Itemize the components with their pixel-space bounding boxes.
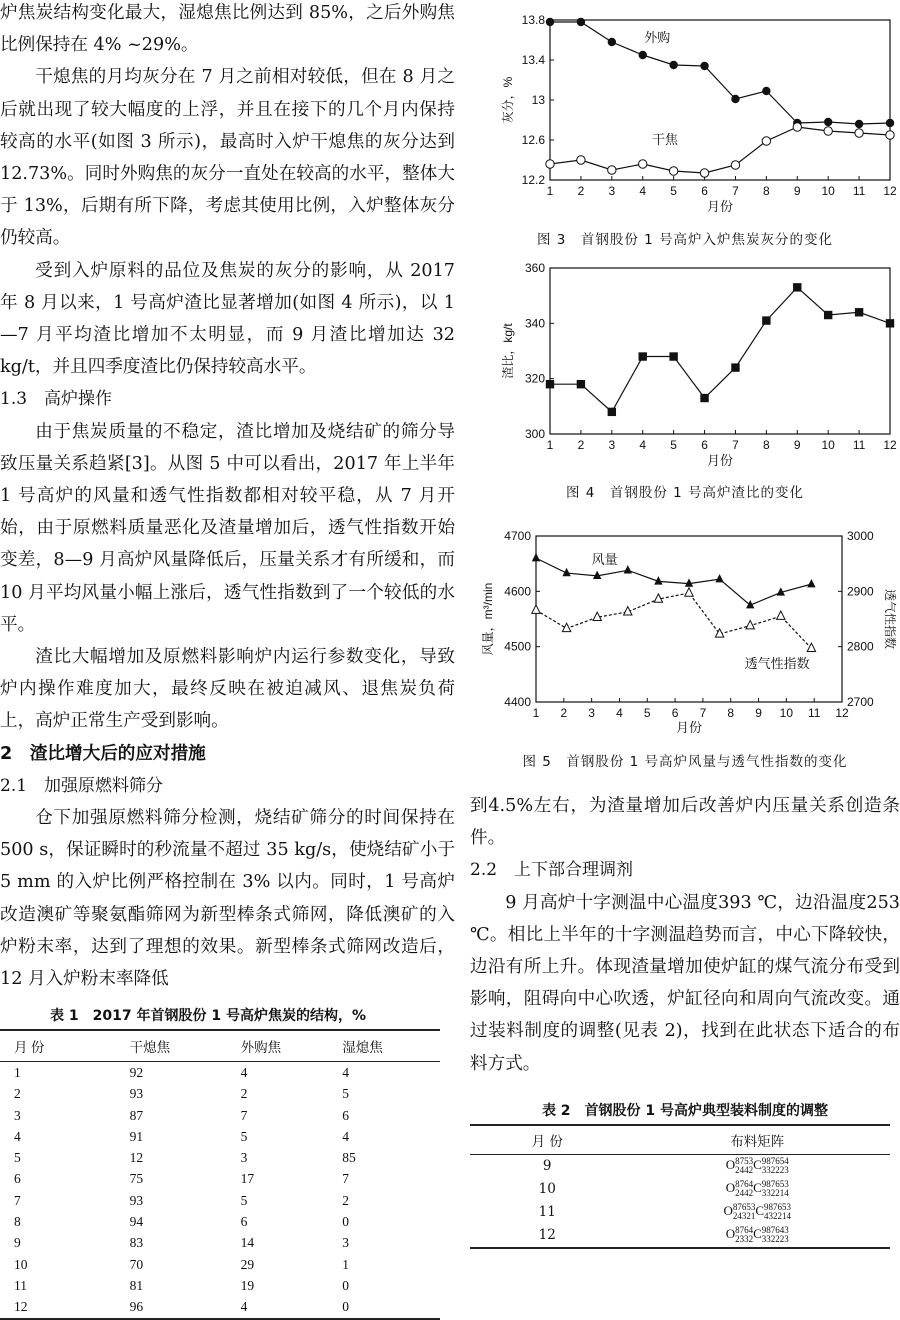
table-row xyxy=(0,1211,440,1232)
x-axis-label: 月份 xyxy=(706,199,734,214)
data-point xyxy=(762,316,770,324)
heading-2-1: 2.1 加强原燃料筛分 xyxy=(0,775,164,796)
y-tick-label: 4600 xyxy=(504,584,531,599)
table-cell: 11 xyxy=(14,1277,27,1293)
x-tick-label: 1 xyxy=(546,438,554,452)
table-cell: 2 xyxy=(14,1086,21,1102)
y-tick-label: 340 xyxy=(524,316,545,331)
paragraph-ash: 干熄焦的月均灰分在 7 月之前相对较低，但在 8 月之后就出现了较大幅度的上浮，并且在接下的几个月内保持较高的水平(如图 3 所示)，最高时入炉干熄焦的灰分达到12.73%。同时外购焦的灰分一直处在较高的水平，整体大于 13%，后期有所下降，考虑其使用比例，入炉整体灰分仍较高。 xyxy=(0,67,455,249)
table1-caption: 表 1 2017 年首钢股份 1 号高炉焦炭的结构，% xyxy=(50,1008,366,1025)
series-line xyxy=(550,22,890,124)
table-cell: 6 xyxy=(240,1214,248,1230)
y-axis-label: 渣比，kg/t xyxy=(501,323,515,379)
table2 xyxy=(470,1124,890,1249)
table-cell: 4 xyxy=(237,1297,339,1319)
data-point xyxy=(669,352,677,360)
y2-tick-label: 2800 xyxy=(847,639,874,654)
table-cell: 81 xyxy=(129,1277,144,1293)
data-point xyxy=(608,166,616,174)
paragraph-continuation: 炉焦炭结构变化最大，湿熄焦比例达到 85%，之后外购焦比例保持在 4% ~29%。 xyxy=(0,3,455,56)
series-line xyxy=(536,593,811,648)
data-point xyxy=(746,620,754,628)
y-tick-label: 13.4 xyxy=(521,53,545,67)
x-axis-label: 月份 xyxy=(675,720,703,735)
data-point xyxy=(855,308,863,316)
o-sup: 8764 xyxy=(735,1225,754,1236)
series-label-blast: 风量 xyxy=(591,552,618,567)
table-cell: 12 xyxy=(0,1297,126,1319)
table-cell: 93 xyxy=(129,1192,144,1208)
table-row xyxy=(0,1062,440,1084)
series-permeability xyxy=(532,588,816,652)
c-sub: 432214 xyxy=(764,1211,791,1222)
table-cell: 4 xyxy=(240,1064,248,1080)
table-cell: 5 xyxy=(240,1128,248,1144)
table2-month: 9 xyxy=(542,1158,552,1175)
table1-header-purchased: 外购焦 xyxy=(237,1030,339,1062)
table-row xyxy=(0,1275,440,1296)
x-tick-label: 8 xyxy=(727,706,735,720)
y-axis-label: 灰分，% xyxy=(501,76,515,124)
x-tick-label: 11 xyxy=(852,438,866,452)
data-point xyxy=(685,588,693,596)
x-tick-label: 3 xyxy=(608,184,616,198)
table-cell: 2 xyxy=(342,1192,350,1208)
table-cell: 0 xyxy=(342,1214,350,1230)
c-sub: 332214 xyxy=(761,1188,789,1199)
table-cell: 96 xyxy=(126,1297,237,1319)
y2-tick-label: 3000 xyxy=(847,529,874,543)
table-cell: 12 xyxy=(129,1150,144,1166)
o-sup: 8753 xyxy=(735,1156,754,1167)
y-tick-label: 300 xyxy=(524,427,545,441)
x-tick-label: 4 xyxy=(639,438,647,452)
table-cell: 3 xyxy=(342,1235,350,1251)
plot-frame xyxy=(550,268,890,434)
o-sub: 2332 xyxy=(735,1234,754,1245)
plot-frame xyxy=(550,20,890,180)
x-tick-label: 12 xyxy=(883,184,897,198)
paragraph-slag: 受到入炉原料的品位及焦炭的灰分的影响，从 2017 年 8 月以来，1 号高炉渣比显著增加(如图 4 所示)，以 1—7 月平均渣比增加不太明显，而 9 月渣比增加达 32 kg/t，并且四季度渣比仍保持较高水平。 xyxy=(0,260,455,378)
x-tick-label: 1 xyxy=(532,706,540,720)
x-tick-label: 5 xyxy=(643,706,651,720)
data-point xyxy=(639,160,647,168)
table2-caption: 表 2 首钢股份 1 号高炉典型装料制度的调整 xyxy=(541,1102,829,1119)
table-cell: 83 xyxy=(129,1235,144,1251)
table-cell: 4 xyxy=(342,1128,350,1144)
figure4-caption: 图 4 首钢股份 1 号高炉渣比的变化 xyxy=(565,485,805,501)
table1-header-wet: 湿熄焦 xyxy=(338,1030,440,1062)
data-point xyxy=(577,380,585,388)
data-point xyxy=(669,61,677,69)
table2-header-month: 月 份 xyxy=(470,1125,624,1155)
x-tick-label: 9 xyxy=(793,184,801,198)
y-axis-label: 风量，m³/min xyxy=(481,582,495,656)
table-cell: 10 xyxy=(14,1256,28,1272)
table-cell: 4 xyxy=(342,1064,350,1080)
table-cell: 6 xyxy=(342,1107,350,1123)
x-tick-label: 10 xyxy=(821,438,835,452)
heading-2: 2 渣比增大后的应对措施 xyxy=(0,743,206,764)
x-tick-label: 3 xyxy=(588,706,595,720)
x-tick-label: 10 xyxy=(821,184,835,198)
table2-matrix: O 8764 2442 C 987653 332214 xyxy=(725,1179,789,1199)
table2-header-matrix: 布料矩阵 xyxy=(624,1125,890,1155)
data-point xyxy=(793,283,801,291)
paragraph-continuation-right: 到4.5%左右，为渣量增加后改善炉内压量关系创造条件。 xyxy=(470,796,900,849)
x-tick-label: 11 xyxy=(852,184,866,198)
table-cell: 91 xyxy=(129,1128,144,1144)
table-cell: 19 xyxy=(240,1277,255,1293)
table2-month: 10 xyxy=(538,1181,556,1198)
table2-matrix: O 87653 24321 C 987653 432214 xyxy=(723,1202,791,1222)
x-tick-label: 2 xyxy=(577,184,585,198)
paragraph-screening: 仓下加强原燃料筛分检测，烧结矿筛分的时间保持在 500 s，保证瞬时的秒流量不超过 35 kg/s，使烧结矿小于 5 mm 的入炉比例严格控制在 3% 以内。同时，1 号高炉改造澳矿等聚氨酯筛网为新型棒条式筛网，降低澳矿的入炉粉末率，达到了理想的效果。新型棒条式筛网改造后，12 月入炉粉末率降低 xyxy=(0,808,455,990)
data-point xyxy=(700,62,708,70)
paragraph-temperature: 9 月高炉十字测温中心温度393 ℃，边沿温度253 ℃。相比上半年的十字测温趋势而言，中心下降较快，边沿有所上升。体现渣量增加使炉缸的煤气流分布受到影响，阻碍向中心吹透，炉缸径向和周向气流改变。通过装料制度的调整(见表 2)，找到在此状态下适合的布料方式。 xyxy=(470,892,900,1074)
x-tick-label: 4 xyxy=(616,706,623,720)
x-tick-label: 5 xyxy=(670,438,677,452)
data-point xyxy=(608,38,616,46)
table-cell: 8 xyxy=(14,1214,21,1230)
series-blast-volume xyxy=(532,553,816,608)
data-point xyxy=(700,169,708,177)
data-point xyxy=(546,380,554,388)
x-tick-label: 8 xyxy=(763,438,770,452)
x-tick-label: 7 xyxy=(732,184,739,198)
series-line xyxy=(536,558,811,605)
y-tick-label: 13.8 xyxy=(521,13,545,27)
c-sup: 987653 xyxy=(761,1179,789,1190)
x-tick-label: 9 xyxy=(755,706,762,720)
table-cell: 0 xyxy=(338,1297,440,1319)
table-cell: 92 xyxy=(129,1064,144,1080)
table-cell: 85 xyxy=(342,1150,356,1166)
c-sup: 987654 xyxy=(761,1156,789,1167)
y2-tick-label: 2700 xyxy=(847,695,874,709)
data-point xyxy=(777,611,785,619)
data-point xyxy=(639,51,647,59)
x-tick-label: 2 xyxy=(577,438,585,452)
table-row xyxy=(0,1169,440,1190)
data-point xyxy=(577,156,585,164)
heading-1-3: 1.3 高炉操作 xyxy=(0,389,113,410)
figure3-caption: 图 3 首钢股份 1 号高炉入炉焦炭灰分的变化 xyxy=(536,232,834,248)
data-point xyxy=(562,623,570,631)
table-cell: 7 xyxy=(240,1107,248,1123)
series-purchased-coke xyxy=(546,18,894,128)
table-cell: 3 xyxy=(14,1107,21,1123)
heading-2-2: 2.2 上下部合理调剂 xyxy=(470,860,634,881)
series-slag-ratio xyxy=(546,283,894,416)
c-sup: 987643 xyxy=(761,1225,789,1236)
data-point xyxy=(532,553,540,561)
table-cell: 3 xyxy=(240,1150,248,1166)
o-sub: 2442 xyxy=(735,1165,754,1176)
table-row xyxy=(0,1233,440,1254)
table-cell: 5 xyxy=(240,1192,248,1208)
x-tick-label: 12 xyxy=(883,438,897,452)
x-tick-label: 3 xyxy=(608,438,616,452)
data-point xyxy=(886,319,894,327)
o-sup: 87653 xyxy=(732,1202,756,1213)
x-tick-label: 2 xyxy=(560,706,568,720)
x-tick-label: 1 xyxy=(546,184,554,198)
data-point xyxy=(731,95,739,103)
x-tick-label: 8 xyxy=(763,184,770,198)
x-tick-label: 6 xyxy=(671,706,679,720)
x-tick-label: 10 xyxy=(779,706,794,720)
data-point xyxy=(807,579,815,587)
o-sub: 24321 xyxy=(732,1211,756,1222)
table-cell: 0 xyxy=(342,1277,350,1293)
x-tick-label: 6 xyxy=(701,438,708,452)
y-tick-label: 360 xyxy=(524,261,545,275)
table-cell: 4 xyxy=(14,1128,21,1144)
data-point xyxy=(715,574,723,582)
table-row xyxy=(470,1154,890,1178)
data-point xyxy=(824,311,832,319)
data-point xyxy=(824,127,832,135)
data-point xyxy=(700,394,708,402)
y2-tick-label: 2900 xyxy=(847,584,874,599)
table-cell: 93 xyxy=(129,1086,144,1102)
table2-month: 12 xyxy=(470,1224,624,1248)
o-sup: 8764 xyxy=(735,1179,754,1190)
figure3-chart xyxy=(470,6,900,228)
o-sub: 2442 xyxy=(735,1188,754,1199)
data-point xyxy=(886,131,894,139)
data-point xyxy=(608,408,616,416)
x-tick-label: 7 xyxy=(732,438,739,452)
right-column xyxy=(470,0,900,1248)
table-cell: 29 xyxy=(240,1256,255,1272)
y-tick-label: 12.6 xyxy=(521,133,545,147)
y-tick-label: 4500 xyxy=(504,639,531,654)
series-label-purchased: 外购 xyxy=(644,30,671,45)
y-tick-label: 320 xyxy=(524,371,545,386)
table1-header-dry: 干熄焦 xyxy=(126,1030,237,1062)
data-point xyxy=(793,123,801,131)
table-row xyxy=(470,1178,890,1201)
c-sup: 987653 xyxy=(764,1202,791,1213)
data-point xyxy=(762,137,770,145)
table-row xyxy=(470,1224,890,1248)
table2-month: 11 xyxy=(538,1204,556,1221)
data-point xyxy=(855,129,863,137)
figure5-caption: 图 5 首钢股份 1 号高炉风量与透气性指数的变化 xyxy=(522,754,848,770)
table1 xyxy=(0,1029,440,1320)
series-label-dry: 干焦 xyxy=(652,132,679,147)
y-tick-label: 4400 xyxy=(504,695,531,709)
series-label-permeability: 透气性指数 xyxy=(744,656,810,671)
data-point xyxy=(639,352,647,360)
table2-matrix: O 8753 2442 C 987654 332223 xyxy=(725,1156,789,1176)
plot-frame xyxy=(536,536,842,702)
table-cell: 5 xyxy=(14,1150,21,1166)
y-tick-label: 13 xyxy=(531,93,545,107)
table-row xyxy=(0,1126,440,1147)
table1-header-month: 月 份 xyxy=(0,1030,126,1062)
table-row xyxy=(0,1084,440,1105)
series-dry-coke xyxy=(546,123,894,177)
data-point xyxy=(731,363,739,371)
y2-axis-label: 透气性指数 xyxy=(883,588,897,650)
figure5-chart xyxy=(470,522,900,744)
x-tick-label: 5 xyxy=(670,184,677,198)
table-cell: 6 xyxy=(14,1171,21,1187)
table-row xyxy=(0,1297,440,1319)
c-sub: 332223 xyxy=(761,1165,789,1176)
table-cell: 1 xyxy=(14,1064,21,1080)
data-point xyxy=(532,605,540,613)
table-row xyxy=(0,1254,440,1275)
table-cell: 14 xyxy=(240,1235,255,1251)
figure4-chart xyxy=(470,258,900,478)
data-point xyxy=(546,160,554,168)
x-tick-label: 9 xyxy=(793,438,801,452)
data-point xyxy=(762,87,770,95)
x-axis-label: 月份 xyxy=(706,453,734,468)
x-tick-label: 4 xyxy=(639,184,647,198)
data-point xyxy=(624,565,632,573)
data-point xyxy=(577,18,585,26)
table-cell: 1 xyxy=(342,1256,350,1272)
x-tick-label: 6 xyxy=(701,184,708,198)
paragraph-operation: 由于焦炭质量的不稳定，渣比增加及烧结矿的筛分导致压量关系趋紧[3]。从图 5 中可以看出，2017 年上半年 1 号高炉的风量和透气性指数都相对较平稳，从 7 月开始，由于原燃料质量恶化及渣量增加后，透气性指数开始变差，8—9 月高炉风量降低后，压量关系才有所缓和，而 10 月平均风量小幅上涨后，透气性指数到了一个较低的水平。 xyxy=(0,421,455,635)
x-tick-label: 7 xyxy=(699,706,707,720)
data-point xyxy=(731,161,739,169)
data-point xyxy=(669,167,677,175)
table-cell: 70 xyxy=(129,1256,144,1272)
table-cell: 9 xyxy=(14,1235,21,1251)
y-tick-label: 4700 xyxy=(504,529,531,543)
data-point xyxy=(855,120,863,128)
table-row xyxy=(0,1105,440,1126)
y-tick-label: 12.2 xyxy=(521,173,545,187)
table-row xyxy=(0,1147,440,1168)
c-sub: 332223 xyxy=(761,1234,789,1245)
x-tick-label: 11 xyxy=(807,706,821,720)
table-cell: 94 xyxy=(129,1214,144,1230)
table-cell: 7 xyxy=(342,1171,350,1187)
data-point xyxy=(824,118,832,126)
table2-matrix: O 8764 2332 C 987643 332223 xyxy=(624,1224,890,1248)
table-cell: 87 xyxy=(129,1107,144,1123)
series-line xyxy=(550,287,890,412)
data-point xyxy=(886,119,894,127)
table-row xyxy=(0,1190,440,1211)
x-tick-label: 12 xyxy=(835,706,849,720)
table-cell: 5 xyxy=(342,1086,350,1102)
table-cell: 75 xyxy=(129,1171,144,1187)
table-cell: 7 xyxy=(14,1192,21,1208)
series-line xyxy=(550,127,890,173)
table1-header-row xyxy=(0,1030,440,1062)
table-cell: 2 xyxy=(240,1086,248,1102)
paragraph-impact: 渣比大幅增加及原燃料影响炉内运行参数变化，导致炉内操作难度加大，最终反映在被迫减风、退焦炭负荷上，高炉正常生产受到影响。 xyxy=(0,647,455,732)
table2-header-row xyxy=(470,1125,890,1155)
table-row xyxy=(470,1201,890,1224)
data-point xyxy=(546,18,554,26)
table-cell: 17 xyxy=(240,1171,255,1187)
